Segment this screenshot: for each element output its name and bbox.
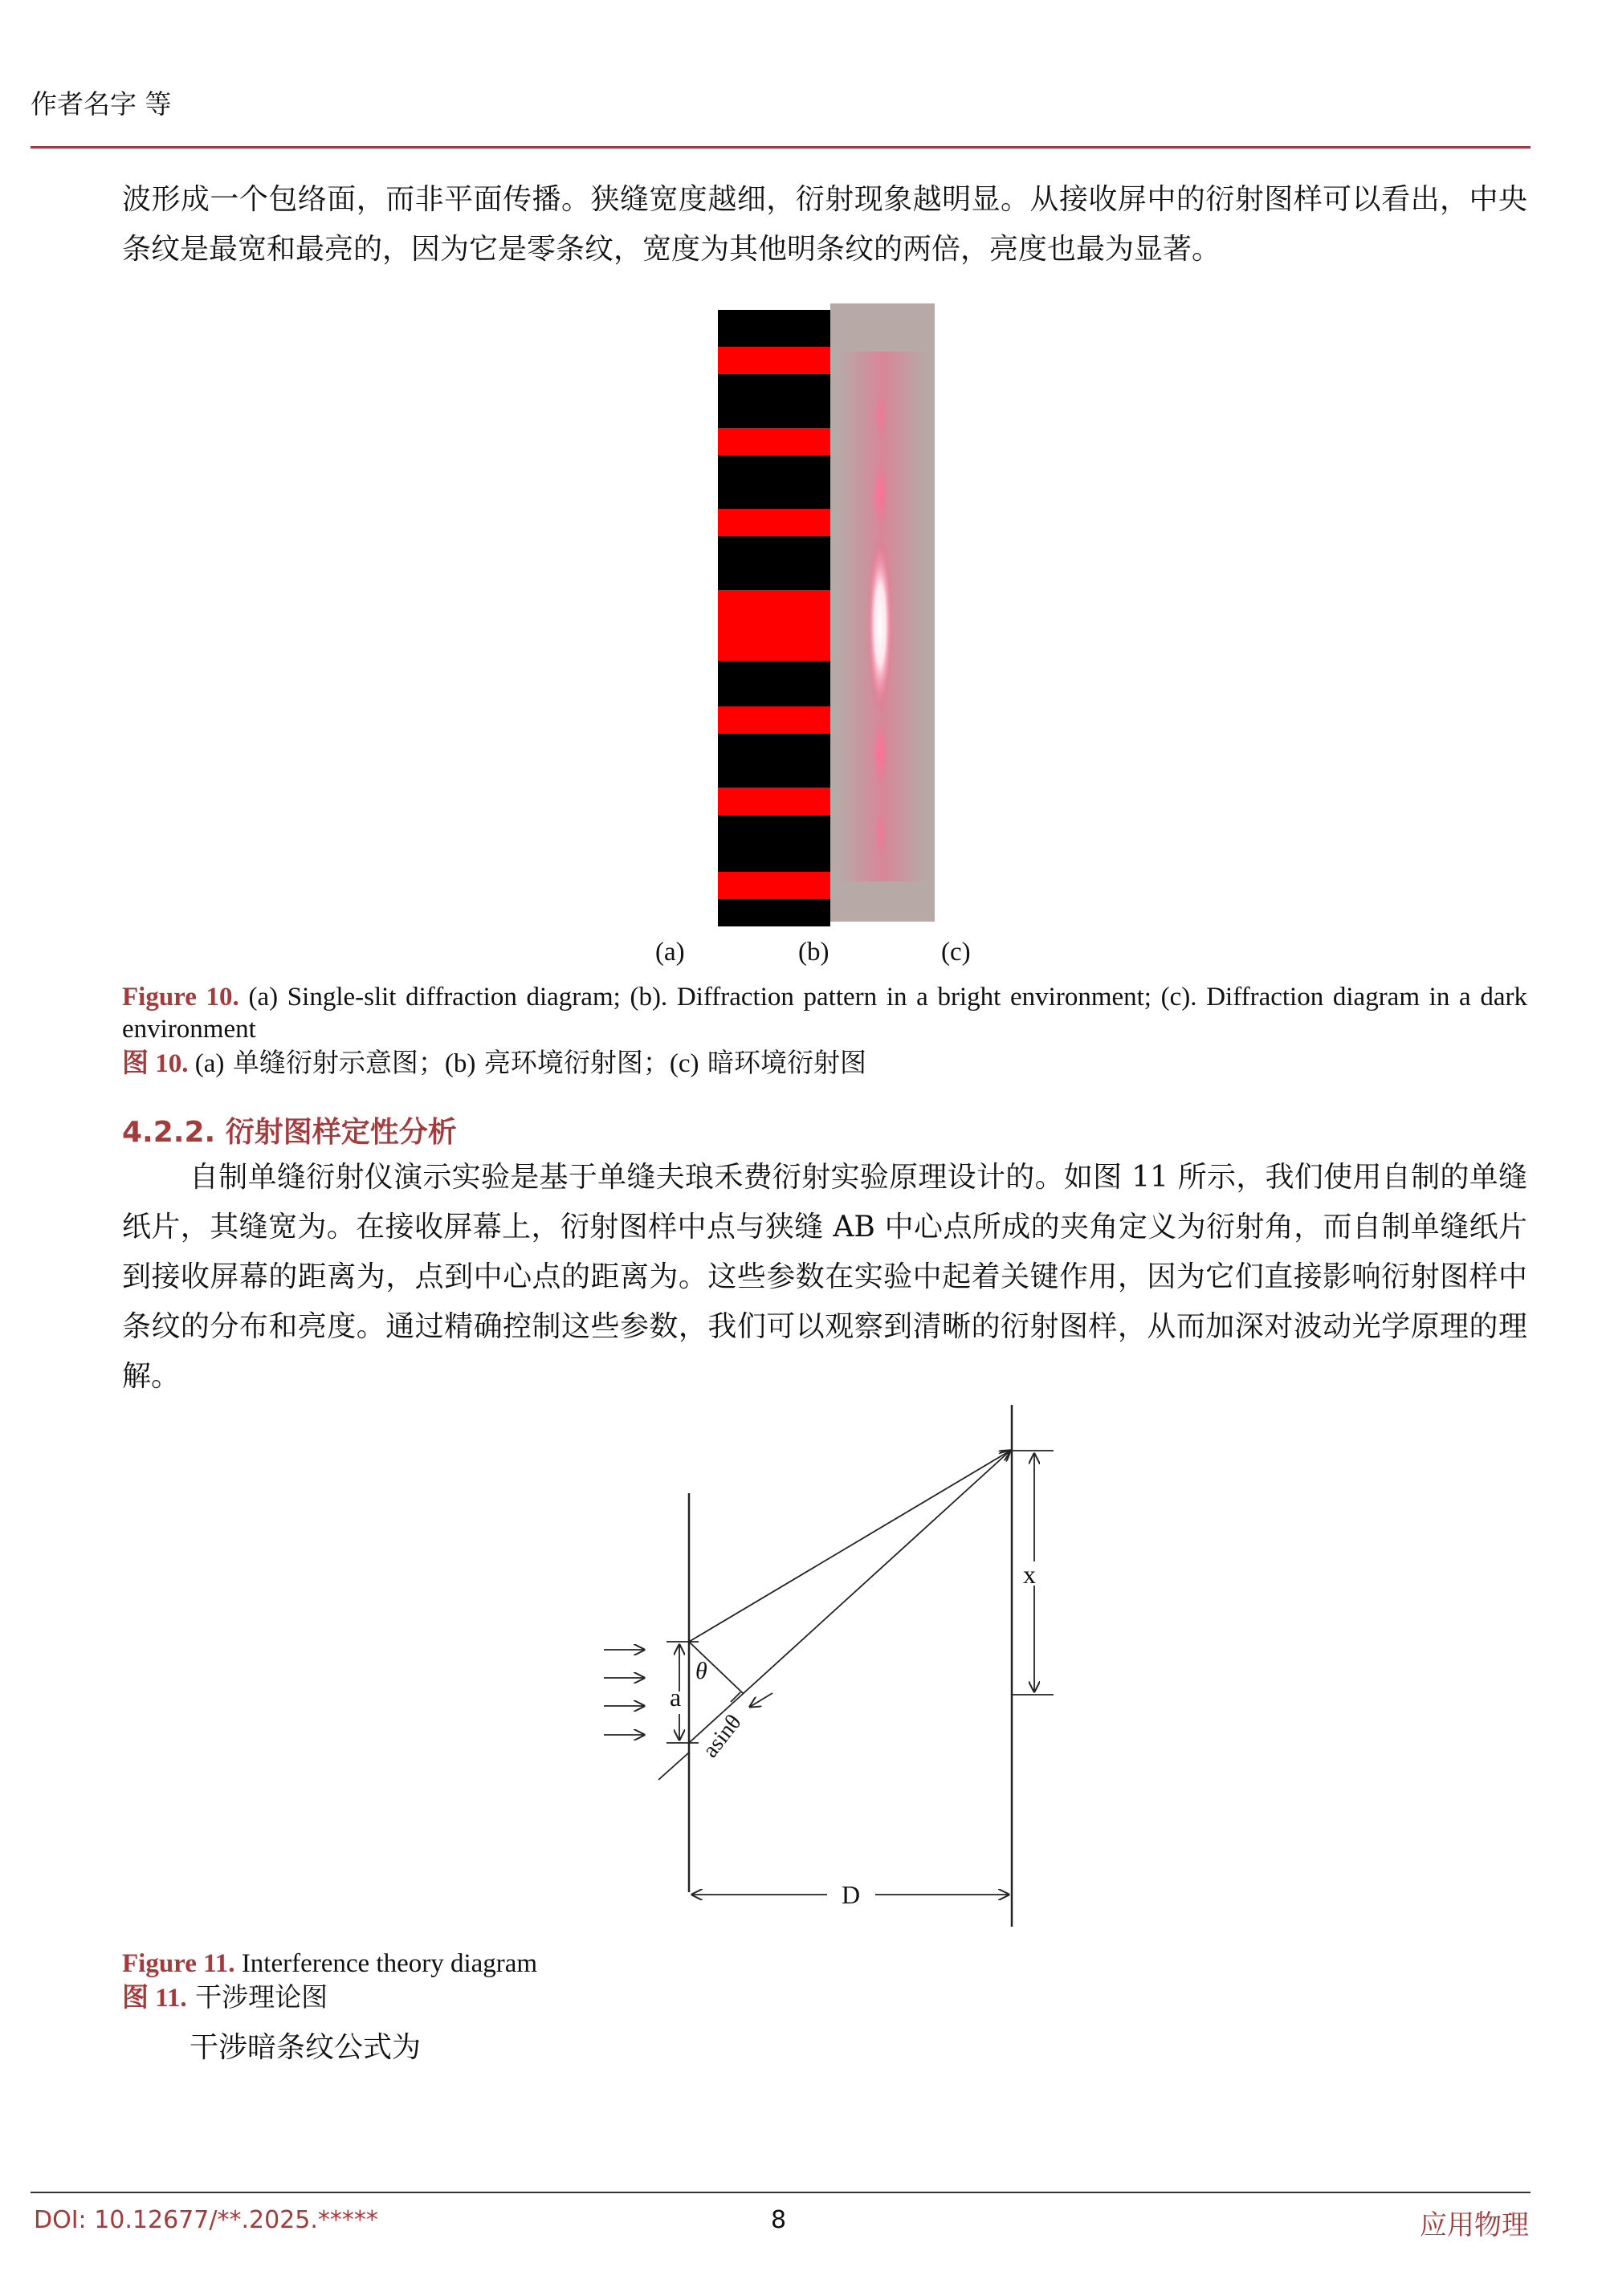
fringe-band-central xyxy=(718,590,830,661)
caption-cn-part: (c) xyxy=(669,1049,699,1078)
journal-name: 应用物理 xyxy=(1420,2209,1529,2241)
figure-10-caption-cn xyxy=(122,1047,866,1080)
label-D: D xyxy=(842,1880,861,1909)
footer-rule xyxy=(31,2192,1531,2193)
fringe-band xyxy=(718,509,830,536)
fringe-band xyxy=(718,347,830,374)
figure-10-svg xyxy=(718,303,935,926)
figure-11-diagram xyxy=(586,1393,1068,1939)
caption-cn-part: 暗环境衍射图 xyxy=(699,1047,867,1078)
figure-10-caption-cn-label: 图 10. xyxy=(122,1049,189,1078)
side-maximum xyxy=(874,809,886,857)
caption-cn-part: 单缝衍射示意图； xyxy=(224,1047,445,1078)
body-paragraph-3: 干涉暗条纹公式为 xyxy=(190,2031,422,2064)
doi-text: DOI: 10.12677/**.2025.***** xyxy=(34,2206,378,2234)
side-maximum xyxy=(872,721,888,785)
figure-10-caption-text: (a) Single-slit diffraction diagram; (b). Diffraction pattern in a bright environment; (c). Diffraction diagram in a dark environment xyxy=(122,983,1527,1044)
ray-upper xyxy=(689,1451,1010,1642)
caption-cn-part: 亮环境衍射图； xyxy=(475,1047,670,1078)
figure-11-caption-cn xyxy=(122,1981,328,2014)
fringe-band xyxy=(718,788,830,815)
caption-cn-part xyxy=(189,1049,195,1078)
figure-11-caption-cn-text: 干涉理论图 xyxy=(186,1981,328,2013)
figure-10-image xyxy=(718,303,935,926)
ray-lower xyxy=(689,1451,1010,1743)
side-maximum xyxy=(874,392,886,440)
label-a: a xyxy=(670,1683,682,1712)
asin-arrow xyxy=(750,1693,772,1707)
fringe-band xyxy=(718,706,830,734)
figure-10-label-b: (b) xyxy=(798,938,829,967)
fringe-band xyxy=(718,872,830,899)
page-number: 8 xyxy=(771,2206,787,2234)
figure-10-label-c: (c) xyxy=(941,938,971,967)
figure-11-caption-cn-label: 图 11. xyxy=(122,1984,187,2013)
label-x: x xyxy=(1023,1560,1036,1589)
running-title: 作者名字 等 xyxy=(31,88,172,120)
section-heading: 4.2.2. 衍射图样定性分析 xyxy=(122,1116,457,1149)
figure-11-caption-text: Interference theory diagram xyxy=(234,1949,538,1978)
figure-10-caption-en xyxy=(122,981,1527,1045)
body-paragraph-2: 自制单缝衍射仪演示实验是基于单缝夫琅禾费衍射实验原理设计的。如图 11 所示，我们使用自制的单缝纸片，其缝宽为。在接收屏幕上，衍射图样中点与狭缝 AB 中心点所成的夹角定义为衍射角，而自制单缝纸片到接收屏幕的距离为，点到中心点的距离为。这些参数在实验中起着关键作用，因为它们直接影响衍射图样中条纹的分布和亮度。通过精确控制这些参数，我们可以观察到清晰的衍射图样，从而加深对波动光学原理的理解。 xyxy=(122,1161,1527,1393)
ray-lower-extension xyxy=(658,1753,689,1780)
caption-cn-part: (b) xyxy=(444,1049,476,1078)
figure-10-caption-label: Figure 10. xyxy=(122,983,239,1012)
caption-cn-part: (a) xyxy=(194,1049,225,1078)
figure-11-caption-label: Figure 11. xyxy=(122,1949,235,1978)
central-maximum xyxy=(867,536,893,713)
figure-10-label-a: (a) xyxy=(655,938,685,967)
fringe-band xyxy=(718,428,830,455)
figure-11-svg xyxy=(586,1393,1068,1939)
body-paragraph-1: 波形成一个包络面，而非平面传播。狭缝宽度越细，衍射现象越明显。从接收屏中的衍射图样可以看出，中央条纹是最宽和最亮的，因为它是零条纹，宽度为其他明条纹的两倍，亮度也最为显著。 xyxy=(122,183,1527,266)
side-maximum xyxy=(872,462,888,527)
label-theta: θ xyxy=(695,1658,707,1684)
figure-11-caption-en xyxy=(122,1948,1527,1980)
header-rule xyxy=(31,146,1531,149)
label-asin-theta: asinθ xyxy=(698,1710,747,1763)
